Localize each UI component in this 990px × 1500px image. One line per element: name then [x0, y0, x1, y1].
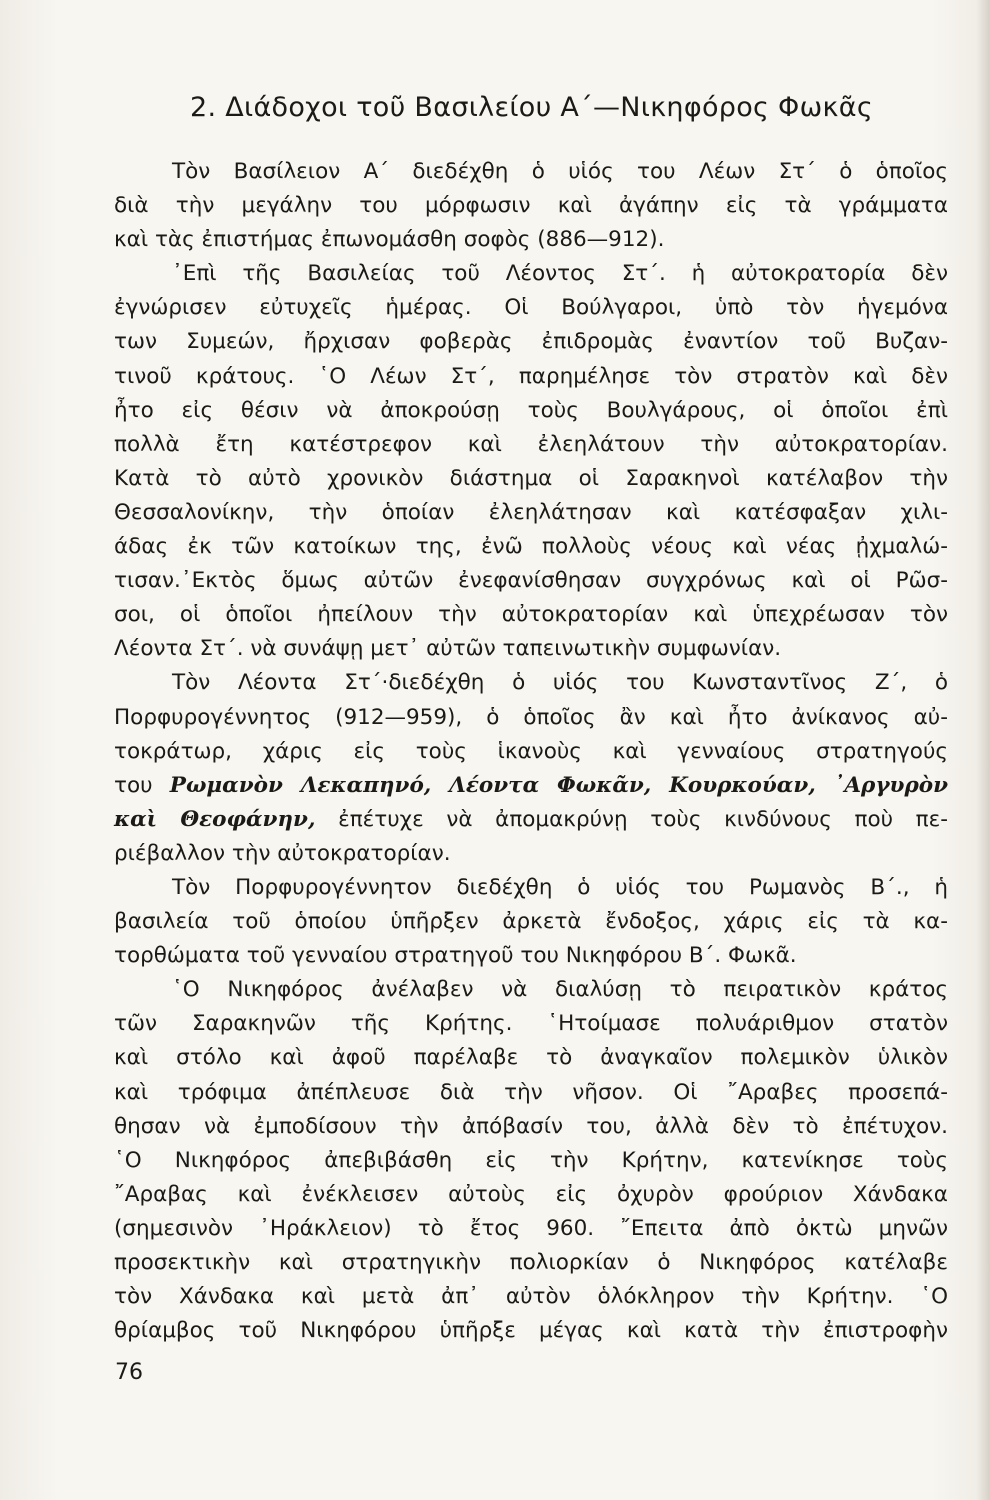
text-line: Θεσσαλονίκην, τὴν ὁποίαν ἐλεηλάτησαν καὶ κατέσφαξαν χιλι-: [114, 499, 948, 525]
text-line: άδας ἐκ τῶν κατοίκων της, ἐνῶ πολλοὺς νέους καὶ νέας ᾐχμαλώ-: [114, 534, 948, 560]
text-line: θρίαμβος τοῦ Νικηφόρου ὑπῆρξε μέγας καὶ κατὰ τὴν ἐπιστροφὴν: [114, 1318, 948, 1344]
text-line: ᾿Επὶ τῆς Βασιλείας τοῦ Λέοντος Στ΄. ἡ αὐτοκρατορία δὲν: [172, 261, 948, 287]
text-line: τινοῦ κράτους. ῾Ο Λέων Στ΄, παρημέλησε τὸν στρατὸν καὶ δὲν: [114, 363, 948, 389]
text-line: καὶ τρόφιμα ἀπέπλευσε διὰ τὴν νῆσον. Οἱ ῎Αραβες προσεπά-: [114, 1079, 948, 1105]
text-line: καὶ στόλο καὶ ἀφοῦ παρέλαβε τὸ ἀναγκαῖον πολεμικὸν ὑλικὸν: [114, 1045, 948, 1071]
text-line: ῾Ο Νικηφόρος ἀπεβιβάσθη εἰς τὴν Κρήτην, κατενίκησε τοὺς: [114, 1147, 948, 1173]
text-line: Τὸν Πορφυρογέννητον διεδέχθη ὁ υἱός του Ρωμανὸς Β΄., ἡ: [172, 874, 948, 900]
text-line: προσεκτικὴν καὶ στρατηγικὴν πολιορκίαν ὁ Νικηφόρος κατέλαβε: [114, 1250, 948, 1275]
emphasized-names: καὶ Θεοφάνην,: [114, 806, 316, 832]
text-line: βασιλεία τοῦ ὁποίου ὑπῆρξεν ἀρκετὰ ἔνδοξος, χάρις εἰς τὰ κα-: [114, 909, 948, 935]
text-line: διὰ τὴν μεγάλην του μόρφωσιν καὶ ἀγάπην εἰς τὰ γράμματα: [114, 193, 948, 219]
text-line: τοκράτωρ, χάρις εἰς τοὺς ἱκανοὺς καὶ γενναίους στρατηγούς: [114, 738, 948, 764]
text-line: ῎Αραβας καὶ ἐνέκλεισεν αὐτοὺς εἰς ὀχυρὸν φρούριον Χάνδακα: [114, 1181, 948, 1207]
text-line: τὸν Χάνδακα καὶ μετὰ ἀπ᾿ αὐτὸν ὁλόκληρον τὴν Κρήτην. ῾Ο: [114, 1284, 948, 1310]
text-line: Κατὰ τὸ αὐτὸ χρονικὸν διάστημα οἱ Σαρακηνοὶ κατέλαβον τὴν: [114, 465, 948, 491]
text-line: Πορφυρογέννητος (912—959), ὁ ὁποῖος ἂν καὶ ἦτο ἀνίκανος αὐ-: [114, 704, 948, 730]
text-line: Λέοντα Στ΄. νὰ συνάψῃ μετ᾿ αὐτῶν ταπεινωτικὴν συμφωνίαν.: [114, 636, 782, 662]
text-line: ἦτο εἰς θέσιν νὰ ἀποκρούσῃ τοὺς Βουλγάρους, οἱ ὁποῖοι ἐπὶ: [114, 397, 948, 423]
text-fragment: ἐπέτυχε νὰ ἀπομακρύνῃ τοὺς κινδύνους ποὺ πε-: [338, 806, 949, 832]
text-line: σοι, οἱ ὁποῖοι ἠπείλουν τὴν αὐτοκρατορίαν καὶ ὑπεχρέωσαν τὸν: [114, 602, 948, 628]
body-text: [114, 155, 948, 1348]
text-line: ἐγνώρισεν εὐτυχεῖς ἡμέρας. Οἱ Βούλγαροι, ὑπὸ τὸν ἡγεμόνα: [114, 295, 948, 321]
text-line: Τὸν Βασίλειον Α΄ διεδέχθη ὁ υἱός του Λέων Στ΄ ὁ ὁποῖος: [172, 159, 948, 184]
text-line: ῾Ο Νικηφόρος ἀνέλαβεν νὰ διαλύσῃ τὸ πειρατικὸν κράτος: [172, 977, 948, 1003]
text-line: τισαν.᾿Εκτὸς ὅμως αὐτῶν ἐνεφανίσθησαν συγχρόνως καὶ οἱ Ρῶσ-: [114, 568, 948, 594]
text-line: καὶ τὰς ἐπιστήμας ἐπωνομάσθη σοφὸς (886—912).: [114, 227, 665, 253]
section-heading: 2. Διάδοχοι τοῦ Βασιλείου Α΄—Νικηφόρος Φωκᾶς: [190, 92, 873, 123]
page-number: 76: [115, 1360, 143, 1385]
text-line-mixed: [114, 769, 948, 803]
text-line: ριέβαλλον τὴν αὐτοκρατορίαν.: [114, 840, 451, 866]
text-fragment: του: [114, 772, 153, 798]
text-line: των Συμεών, ἤρχισαν φοβερὰς ἐπιδρομὰς ἐναντίον τοῦ Βυζαν-: [114, 329, 948, 355]
text-line: τῶν Σαρακηνῶν τῆς Κρήτης. ῾Ητοίμασε πολυάριθμον στατὸν: [114, 1011, 948, 1037]
text-line: θησαν νὰ ἐμποδίσουν τὴν ἀπόβασίν του, ἀλλὰ δὲν τὸ ἐπέτυχον.: [114, 1113, 948, 1139]
text-line: Τὸν Λέοντα Στ΄·διεδέχθη ὁ υἱός του Κωνσταντῖνος Ζ΄, ὁ: [172, 670, 948, 696]
text-line: τορθώματα τοῦ γενναίου στρατηγοῦ του Νικηφόρου Β΄. Φωκᾶ.: [114, 943, 797, 969]
emphasized-names: Ρωμανὸν Λεκαπηνό, Λέοντα Φωκᾶν, Κουρκούαν, ᾿Αργυρὸν: [169, 772, 948, 798]
text-line: (σημεσινὸν ᾿Ηράκλειον) τὸ ἔτος 960. ῎Επειτα ἀπὸ ὀκτὼ μηνῶν: [114, 1215, 948, 1241]
text-line: πολλὰ ἔτη κατέστρεφον καὶ ἐλεηλάτουν τὴν αὐτοκρατορίαν.: [114, 431, 948, 457]
text-line-mixed: [114, 803, 948, 837]
page-edge-shadow: [976, 0, 990, 1500]
